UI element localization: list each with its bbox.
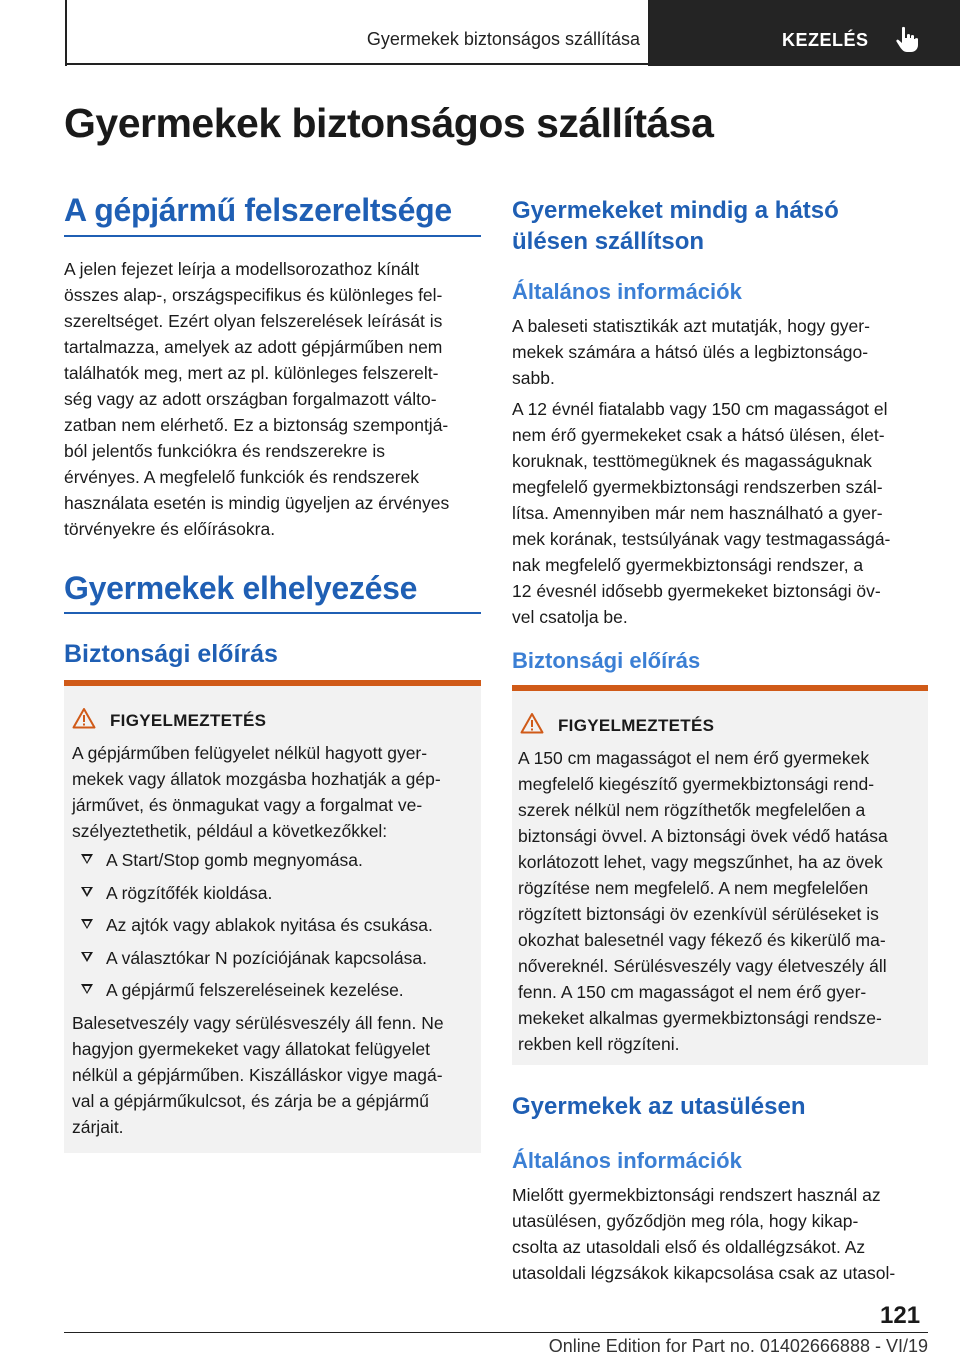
page-title: Gyermekek biztonságos szállítása	[64, 100, 714, 146]
warning-triangle-icon	[72, 707, 96, 729]
heading-equipment: A gépjármű felszereltsége	[64, 192, 452, 228]
list-item: A Start/Stop gomb megnyomása.	[72, 847, 476, 880]
heading-safety-right: Biztonsági előírás	[512, 648, 701, 673]
heading-general-info-1: Általános információk	[512, 279, 742, 304]
bullet-triangle-icon	[81, 919, 93, 929]
footer-edition: Online Edition for Part no. 01402666888 - VI/19	[548, 1336, 928, 1356]
list-item: Az ajtók vagy ablakok nyitása és csukása.	[72, 912, 476, 945]
heading-placement: Gyermekek elhelyezése	[64, 570, 418, 606]
footer-rule	[64, 1332, 928, 1333]
bullet-triangle-icon	[81, 984, 93, 994]
equipment-paragraph: A jelen fejezet leírja a modellsorozathoz kínált összes alap-, országspecifikus és különleges fel- szereltséget. Ezért olyan felszerelések leírását is tartalmazza, amelyek az adott gépjárműben nem találhatók meg, mert az pl. különleges felszerelt- ség vagy az adott országban forgalmazott válto- zatban nem elérhető. Ez a biztonság szempontjá- ból jelentős funkciókra és rendszerekre is érvényes. A megfelelő funkciók és rendszerek használata esetén is mindig ügyeljen az érvényes törvényekre és előírásokra.	[64, 259, 450, 539]
general-info-paragraph-3: Mielőtt gyermekbiztonsági rendszert használ az utasülésen, győződjön meg róla, hogy kikap- csolta az utasoldali első és oldallégzsákot. Az utasoldali légzsákok kikapcsolása csak az utasol-	[512, 1185, 896, 1283]
bullet-triangle-icon	[81, 887, 93, 897]
page-number: 121	[880, 1302, 921, 1329]
warning-heading-right: FIGYELMEZTETÉS	[558, 716, 715, 735]
general-info-paragraph-2: A 12 évnél fiatalabb vagy 150 cm magasságot el nem érő gyermekeket csak a hátsó ülésen, élet- koruknak, testtömegüknek és magasságuknak megfelelő gyermekbiztonsági rendszerben szál- lítsa. Amennyiben már nem használható a gyer- mek korának, testsúlyának vagy testmagasságá- nak megfelelő gyermekbiztonsági rendszer, a 12 évesnél idősebb gyermekeket biztonsági öv- vel csatolja be.	[512, 399, 891, 627]
list-item: A rögzítőfék kioldása.	[72, 880, 476, 913]
heading-general-info-3: Általános információk	[512, 1148, 742, 1173]
bullet-triangle-icon	[81, 952, 93, 962]
list-item: A gépjármű felszereléseinek kezelése.	[72, 977, 476, 1010]
heading-passenger-seat: Gyermekek az utasülésen	[512, 1093, 806, 1120]
warning-triangle-icon	[520, 712, 544, 734]
heading-placement-rule	[64, 612, 481, 614]
header-bottom-rule	[65, 63, 650, 65]
heading-safety-left: Biztonsági előírás	[64, 640, 278, 668]
header-chapter-label: KEZELÉS	[782, 30, 869, 50]
bullet-triangle-icon	[81, 854, 93, 864]
header-left-rule	[65, 0, 67, 66]
heading-equipment-rule	[64, 235, 481, 237]
warning-intro-left: A gépjárműben felügyelet nélkül hagyott gyer- mekek vagy állatok mozgásba hozhatják a gép- járművet, és önmagukat vagy a forgalmat ve- szélyeztethetik, például a következőkkel:	[72, 743, 441, 841]
list-item: A választókar N pozíciójának kapcsolása.	[72, 945, 476, 978]
warning-text-right: A 150 cm magasságot el nem érő gyermekek megfelelő kiegészítő gyermekbiztonsági rend- szerek nélkül nem rögzíthetők megfelelően a biztonsági övvel. A biztonsági övek védő hatása korlátozott lehet, vagy megszűnhet, ha az övek rögzítése nem megfelelő. A nem megfelelően rögzített biztonsági öv ezenkívül sérüléseket is okozhat balesetnél vagy fékező és kikerülő ma- nővereknél. Sérülésveszély vagy életveszély áll fenn. A 150 cm magasságot el nem érő gyer- mekeket alkalmas gyermekbiztonsági rendsze- rekben kell rögzíteni.	[518, 748, 888, 1054]
warning-bullet-list-left	[72, 847, 476, 1010]
general-info-paragraph-1: A baleseti statisztikák azt mutatják, hogy gyer- mekek számára a hátsó ülés a legbiztonságo- sabb.	[512, 316, 870, 388]
header-section-title: Gyermekek biztonságos szállítása	[366, 29, 640, 49]
hand-pointer-icon	[895, 26, 921, 54]
warning-heading-left: FIGYELMEZTETÉS	[110, 711, 267, 730]
heading-rear-seat: Gyermekeket mindig a hátsó ülésen szállítson	[512, 197, 839, 255]
warning-outro-left: Balesetveszély vagy sérülésveszély áll fenn. Ne hagyjon gyermekeket vagy állatokat felügyelet nélkül a gépjárműben. Kiszálláskor vigye magá- val a gépjárműkulcsot, és zárja be a gépjármű zárjait.	[72, 1013, 444, 1137]
